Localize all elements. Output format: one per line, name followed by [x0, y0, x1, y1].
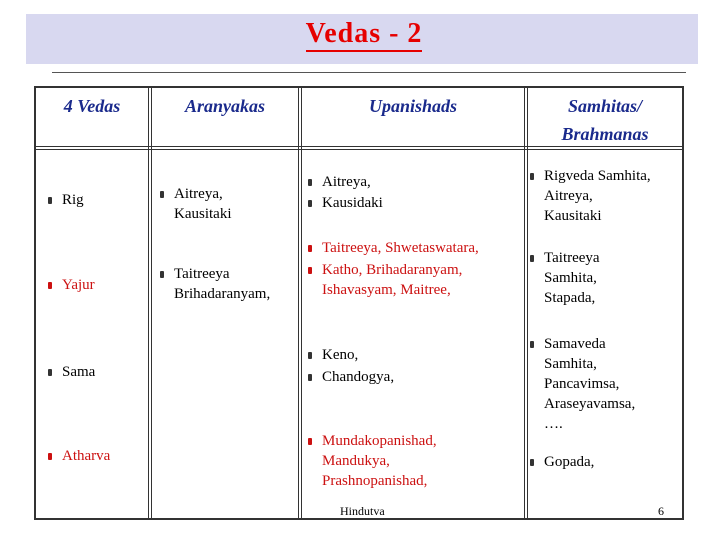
- bullet-icon: [308, 179, 312, 186]
- bullet-icon: [308, 245, 312, 252]
- upanishad-item: Mundakopanishad, Mandukya, Prashnopanishad,: [322, 431, 437, 491]
- bullet-icon: [530, 173, 534, 180]
- bullet-icon: [160, 271, 164, 278]
- header-divider: [36, 146, 682, 150]
- samhita-item: Taitreeya Samhita, Stapada,: [544, 248, 600, 308]
- bullet-icon: [308, 374, 312, 381]
- bullet-icon: [530, 255, 534, 262]
- bullet-icon: [308, 200, 312, 207]
- upanishad-item: Aitreya,: [322, 172, 371, 192]
- bullet-icon: [160, 191, 164, 198]
- footer-label: Hindutva: [340, 504, 385, 518]
- header-upanishads: Upanishads: [368, 96, 458, 116]
- bullet-icon: [530, 459, 534, 466]
- bullet-icon: [48, 282, 52, 289]
- aranyaka-item: Aitreya, Kausitaki: [174, 184, 232, 224]
- title-rule: [52, 72, 686, 73]
- samhita-item: Rigveda Samhita, Aitreya, Kausitaki: [544, 166, 651, 226]
- veda-item: Sama: [62, 362, 95, 382]
- bullet-icon: [308, 352, 312, 359]
- header-vedas: 4 Vedas: [63, 96, 121, 116]
- column-divider: [524, 88, 528, 518]
- header-samhitas-line1: Samhitas/: [567, 96, 643, 116]
- veda-item: Rig: [62, 190, 84, 210]
- upanishad-item: Keno,: [322, 345, 358, 365]
- bullet-icon: [308, 438, 312, 445]
- header-samhitas-line2: Brahmanas: [561, 124, 649, 144]
- page-number: 6: [658, 504, 664, 518]
- bullet-icon: [48, 369, 52, 376]
- upanishad-item: Kausidaki: [322, 193, 383, 213]
- samhita-item: Samaveda Samhita, Pancavimsa, Araseyavamsa, ….: [544, 334, 635, 434]
- bullet-icon: [48, 197, 52, 204]
- samhita-item: Gopada,: [544, 452, 594, 472]
- column-divider: [298, 88, 302, 518]
- bullet-icon: [48, 453, 52, 460]
- aranyaka-item: Taitreeya Brihadaranyam,: [174, 264, 270, 304]
- upanishad-item: Taitreeya, Shwetaswatara,: [322, 238, 479, 258]
- bullet-icon: [308, 267, 312, 274]
- header-aranyakas: Aranyakas: [184, 96, 265, 116]
- veda-item: Atharva: [62, 446, 110, 466]
- veda-item: Yajur: [62, 275, 95, 295]
- header-samhitas: [528, 88, 682, 144]
- column-divider: [148, 88, 152, 518]
- upanishad-item: Katho, Brihadaranyam, Ishavasyam, Maitree,: [322, 260, 462, 300]
- vedas-table: [34, 86, 684, 520]
- upanishad-item: Chandogya,: [322, 367, 394, 387]
- slide-title: Vedas - 2: [0, 18, 728, 50]
- bullet-icon: [530, 341, 534, 348]
